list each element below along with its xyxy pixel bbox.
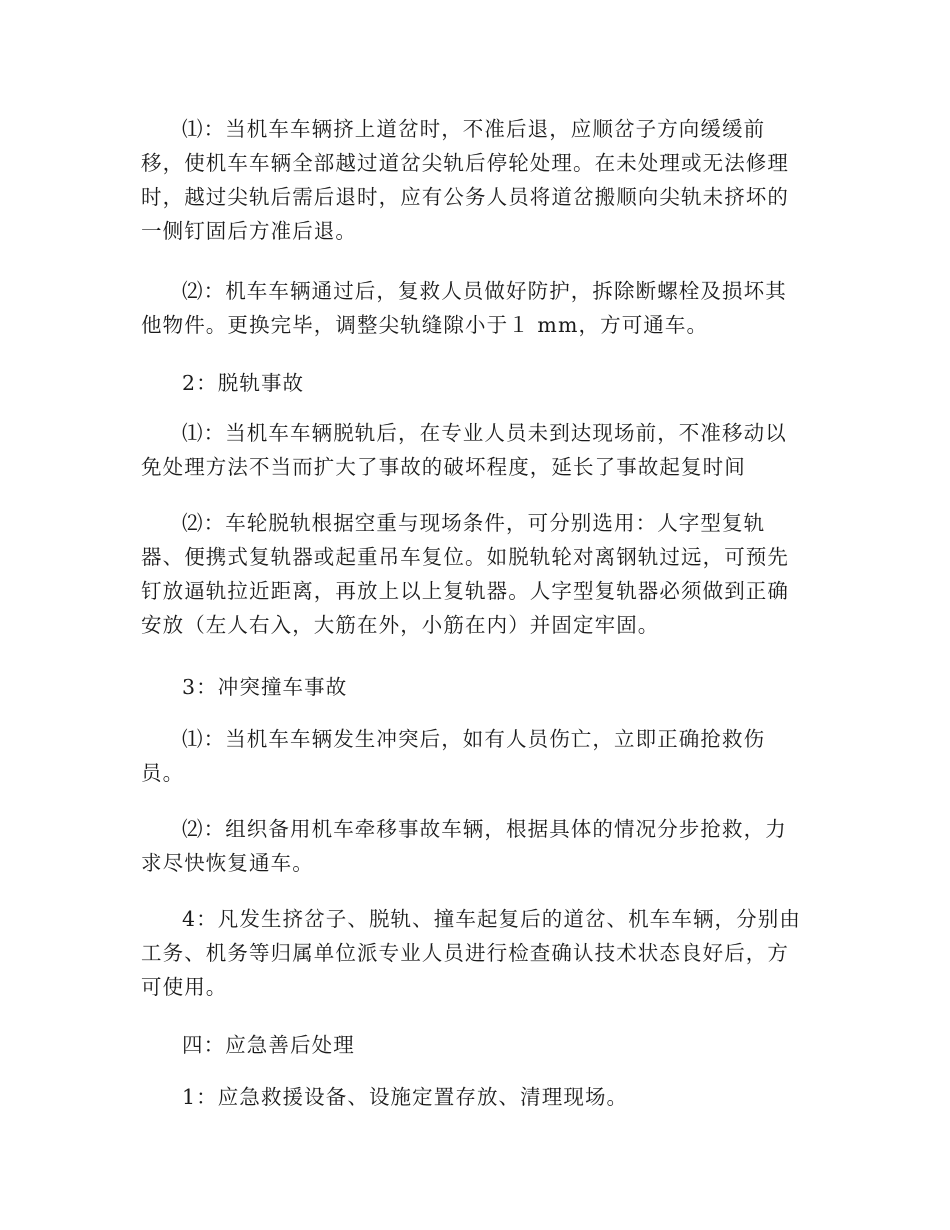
paragraph-switch-squeeze-step-2: ⑵：机车车辆通过后，复救人员做好防护，拆除断螺栓及损坏其他物件。更换完毕，调整尖轨缝隙小于１ mm，方可通车。 bbox=[141, 279, 787, 337]
paragraph-derailment-step-1: ⑴：当机车车辆脱轨后，在专业人员未到达现场前，不准移动以免处理方法不当而扩大了事故的破坏程度，延长了事故起复时间 bbox=[141, 421, 787, 479]
heading-derailment: 2：脱轨事故 bbox=[182, 371, 305, 395]
paragraph-collision-step-2: ⑵：组织备用机车牵移事故车辆，根据具体的情况分步抢救，力求尽快恢复通车。 bbox=[141, 817, 787, 875]
paragraph-aftermath-step-1: 1：应急救援设备、设施定置存放、清理现场。 bbox=[182, 1085, 629, 1109]
heading-aftermath: 四：应急善后处理 bbox=[182, 1033, 355, 1057]
paragraph-collision-step-1: ⑴：当机车车辆发生冲突后，如有人员伤亡，立即正确抢救伤员。 bbox=[141, 727, 766, 785]
paragraph-derailment-step-2: ⑵：车轮脱轨根据空重与现场条件，可分别选用：人字型复轨器、便携式复轨器或起重吊车复位。如脱轨轮对离钢轨过远，可预先钉放逼轨拉近距离，再放上以上复轨器。人字型复轨器必须做到正确安放（左人右入，大筋在外，小筋在内）并固定牢固。 bbox=[141, 511, 789, 637]
heading-collision: 3：冲突撞车事故 bbox=[182, 675, 348, 699]
paragraph-inspection: 4：凡发生挤岔子、脱轨、撞车起复后的道岔、机车车辆，分别由工务、机务等归属单位派专业人员进行检查确认技术状态良好后，方可使用。 bbox=[141, 907, 801, 999]
paragraph-switch-squeeze-step-1: ⑴：当机车车辆挤上道岔时，不准后退，应顺岔子方向缓缓前移，使机车车辆全部越过道岔尖轨后停轮处理。在未处理或无法修理时，越过尖轨后需后退时，应有公务人员将道岔搬顺向尖轨未挤坏的一侧钉固后方准后退。 bbox=[141, 117, 789, 243]
